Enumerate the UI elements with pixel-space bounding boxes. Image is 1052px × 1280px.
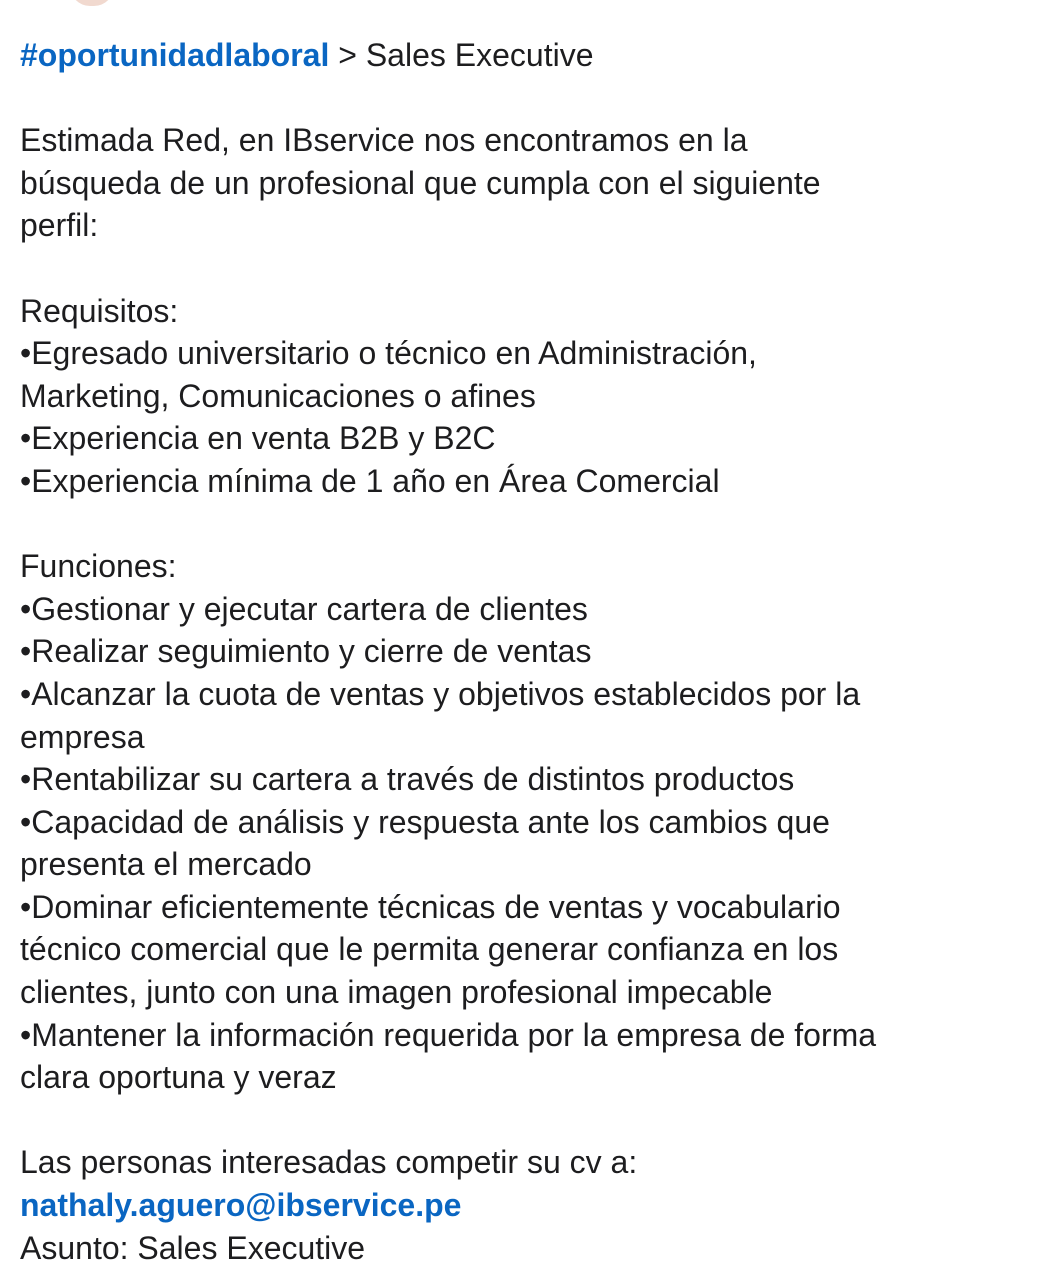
- funciones-line: •Mantener la información requerida por la empresa de forma: [20, 1016, 877, 1053]
- post-title-line: [20, 34, 1040, 77]
- funciones-line: empresa: [20, 718, 145, 755]
- funciones-line: clientes, junto con una imagen profesional impecable: [20, 974, 773, 1011]
- email-link[interactable]: nathaly.aguero@ibservice.pe: [20, 1187, 462, 1224]
- blank-line: [20, 247, 1040, 290]
- intro-line: búsqueda de un profesional que cumpla con el siguiente: [20, 164, 821, 201]
- funciones-line: •Realizar seguimiento y cierre de ventas: [20, 633, 592, 670]
- funciones-line: clara oportuna y veraz: [20, 1059, 337, 1096]
- funciones-line: •Alcanzar la cuota de ventas y objetivos establecidos por la: [20, 675, 861, 712]
- funciones-line: •Gestionar y ejecutar cartera de clientes: [20, 590, 588, 627]
- subject-line: Asunto: Sales Executive: [20, 1229, 366, 1266]
- funciones-line: técnico comercial que le permita generar confianza en los: [20, 931, 839, 968]
- contact-text: Las personas interesadas competir su cv a:: [20, 1144, 638, 1181]
- intro-line: perfil:: [20, 207, 99, 244]
- hashtag-link[interactable]: #oportunidadlaboral: [20, 37, 330, 73]
- funciones-line: •Dominar eficientemente técnicas de ventas y vocabulario: [20, 888, 841, 925]
- funciones-line: •Rentabilizar su cartera a través de distintos productos: [20, 761, 795, 798]
- blank-line: [20, 1099, 1040, 1142]
- funciones-line: •Capacidad de análisis y respuesta ante los cambios que: [20, 803, 830, 840]
- email-line: [20, 1184, 1040, 1227]
- post-title-text: > Sales Executive: [329, 37, 594, 73]
- requisitos-line: •Experiencia en venta B2B y B2C: [20, 420, 496, 457]
- post-body: [20, 34, 1040, 1269]
- blank-line: [20, 77, 1040, 120]
- avatar[interactable]: [70, 0, 114, 6]
- funciones-heading: Funciones:: [20, 548, 177, 585]
- requisitos-heading: Requisitos:: [20, 292, 179, 329]
- requisitos-line: Marketing, Comunicaciones o afines: [20, 377, 536, 414]
- blank-line: [20, 503, 1040, 546]
- funciones-line: presenta el mercado: [20, 846, 312, 883]
- requisitos-line: •Egresado universitario o técnico en Administración,: [20, 335, 757, 372]
- intro-line: Estimada Red, en IBservice nos encontramos en la: [20, 122, 748, 159]
- requisitos-line: •Experiencia mínima de 1 año en Área Comercial: [20, 462, 720, 499]
- author-avatar-strip: [70, 0, 128, 6]
